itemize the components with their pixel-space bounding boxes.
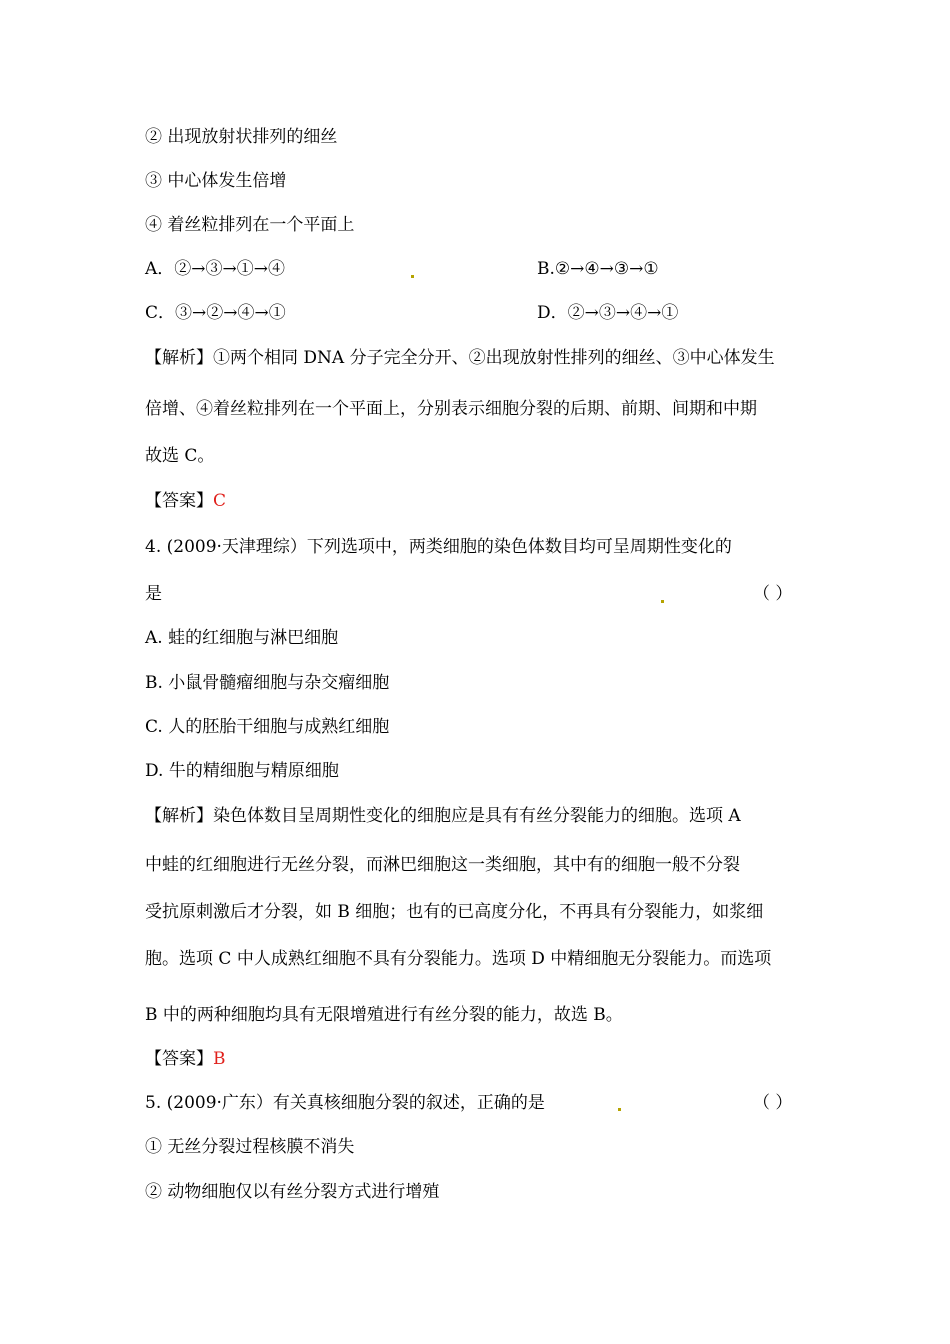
q4-analysis-line-3: 受抗原刺激后才分裂，如 B 细胞；也有的已高度分化，不再具有分裂能力，如浆细 [145, 902, 764, 922]
q3-analysis-line-1: 【解析】①两个相同 DNA 分子完全分开、②出现放射性排列的细丝、③中心体发生 [145, 348, 775, 368]
q3-item-4: ④ 着丝粒排列在一个平面上 [145, 215, 355, 235]
q4-stem-line-1: 4. (2009·天津理综）下列选项中，两类细胞的染色体数目均可呈周期性变化的 [145, 537, 732, 557]
stray-mark [661, 600, 664, 603]
q3-option-a: A．②→③→①→④ [145, 259, 286, 279]
q4-option-b: B. 小鼠骨髓瘤细胞与杂交瘤细胞 [145, 673, 390, 693]
q3-option-b: B.②→④→③→① [537, 259, 659, 279]
stray-mark [411, 275, 414, 278]
q4-option-c: C. 人的胚胎干细胞与成熟红细胞 [145, 717, 390, 737]
q3-analysis-line-2: 倍增、④着丝粒排列在一个平面上，分别表示细胞分裂的后期、前期、间期和中期 [145, 399, 757, 419]
q3-option-d: D．②→③→④→① [537, 303, 679, 323]
answer-value: C [213, 491, 227, 511]
q4-option-d: D. 牛的精细胞与精原细胞 [145, 761, 339, 781]
q4-analysis-line-4: 胞。选项 C 中人成熟红细胞不具有分裂能力。选项 D 中精细胞无分裂能力。而选项 [145, 949, 772, 969]
q5-stem-text: 5. (2009·广东）有关真核细胞分裂的叙述，正确的是 [145, 1093, 545, 1113]
q3-options-row-1 [145, 257, 845, 281]
q3-item-3: ③ 中心体发生倍增 [145, 171, 287, 191]
q4-answer [145, 1047, 226, 1071]
q4-stem-tail: 是 [145, 584, 162, 604]
answer-value: B [213, 1049, 226, 1069]
q5-answer-blank: （ ） [753, 1093, 793, 1113]
q4-analysis-line-2: 中蛙的红细胞进行无丝分裂，而淋巴细胞这一类细胞，其中有的细胞一般不分裂 [145, 855, 740, 875]
q3-analysis-line-3: 故选 C。 [145, 446, 215, 466]
q3-options-row-2 [145, 301, 845, 325]
q4-analysis-line-5: B 中的两种细胞均具有无限增殖进行有丝分裂的能力，故选 B。 [145, 1005, 623, 1025]
q5-item-1: ① 无丝分裂过程核膜不消失 [145, 1137, 355, 1157]
q4-answer-blank: （ ） [753, 584, 793, 604]
q4-stem-line-2 [145, 582, 815, 606]
q3-option-c: C．③→②→④→① [145, 303, 286, 323]
stray-mark [618, 1108, 621, 1111]
q4-option-a: A. 蛙的红细胞与淋巴细胞 [145, 628, 339, 648]
q4-analysis-line-1: 【解析】染色体数目呈周期性变化的细胞应是具有有丝分裂能力的细胞。选项 A [145, 806, 741, 826]
answer-label: 【答案】 [145, 491, 213, 511]
q5-stem [145, 1091, 815, 1115]
q3-item-2: ② 出现放射状排列的细丝 [145, 127, 338, 147]
answer-label: 【答案】 [145, 1049, 213, 1069]
q3-answer [145, 489, 226, 513]
q5-item-2: ② 动物细胞仅以有丝分裂方式进行增殖 [145, 1182, 440, 1202]
